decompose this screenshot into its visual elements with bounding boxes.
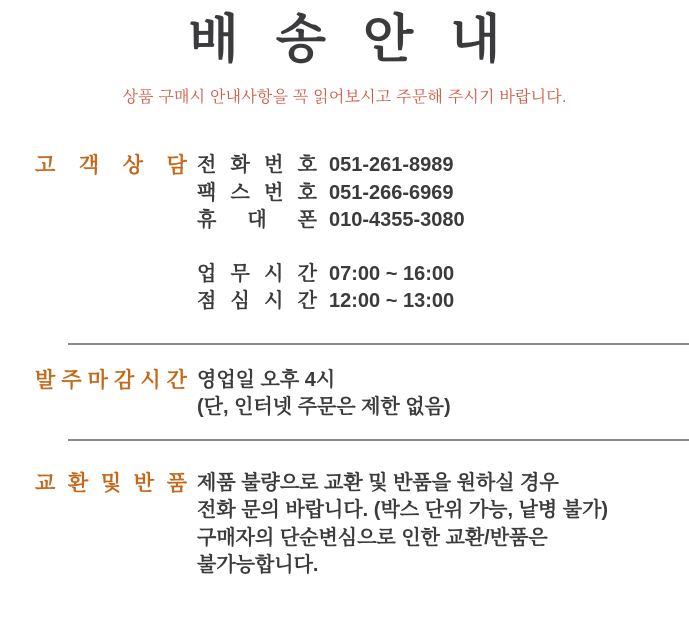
section-order-deadline	[35, 367, 669, 422]
page-header	[0, 0, 689, 107]
mobile-label: 휴 대 폰	[197, 209, 317, 232]
customer-service-label: 고 객 상 담	[35, 154, 187, 178]
order-deadline-content	[197, 367, 451, 422]
contact-row-phone	[197, 152, 465, 180]
page-subtitle: 상품 구매시 안내사항을 꼭 읽어보시고 주문해 주시기 바랍니다.	[122, 89, 567, 107]
business-hours-block	[197, 261, 465, 316]
contact-row-mobile	[197, 207, 465, 235]
phone-label: 전 화 번 호	[197, 154, 317, 177]
mobile-number: 010-4355-3080	[329, 209, 465, 232]
section-divider	[68, 343, 689, 345]
lunch-hours-label: 점 심 시 간	[197, 290, 317, 313]
returns-line: 제품 불량으로 교환 및 반품을 원하실 경우	[197, 471, 559, 494]
exchange-returns-content	[197, 470, 608, 580]
fax-label: 팩 스 번 호	[197, 181, 317, 204]
deadline-note-line: (단, 인터넷 주문은 제한 없음)	[197, 396, 451, 419]
info-sections	[0, 152, 689, 580]
contact-row-fax	[197, 180, 465, 208]
exchange-returns-label: 교 환 및 반 품	[35, 471, 187, 495]
returns-line: 불가능합니다.	[197, 554, 319, 577]
phone-number: 051-261-8989	[329, 154, 454, 177]
hours-row-business	[197, 261, 465, 289]
business-hours-value: 07:00 ~ 16:00	[329, 262, 455, 285]
section-customer-service	[35, 152, 669, 316]
returns-line: 전화 문의 바랍니다. (박스 단위 가능, 낱병 불가)	[197, 499, 609, 522]
hours-row-lunch	[197, 288, 465, 316]
fax-number: 051-266-6969	[329, 181, 454, 204]
business-hours-label: 업 무 시 간	[197, 262, 317, 285]
section-exchange-returns	[35, 470, 669, 580]
lunch-hours-value: 12:00 ~ 13:00	[329, 290, 455, 313]
section-divider	[68, 439, 689, 441]
deadline-line: 영업일 오후 4시	[197, 368, 336, 391]
customer-service-content	[197, 152, 465, 316]
page-title: 배 송 안 내	[188, 11, 501, 69]
order-deadline-label: 발 주 마 감 시 간	[35, 368, 187, 392]
returns-line: 구매자의 단순변심으로 인한 교환/반품은	[197, 526, 548, 549]
